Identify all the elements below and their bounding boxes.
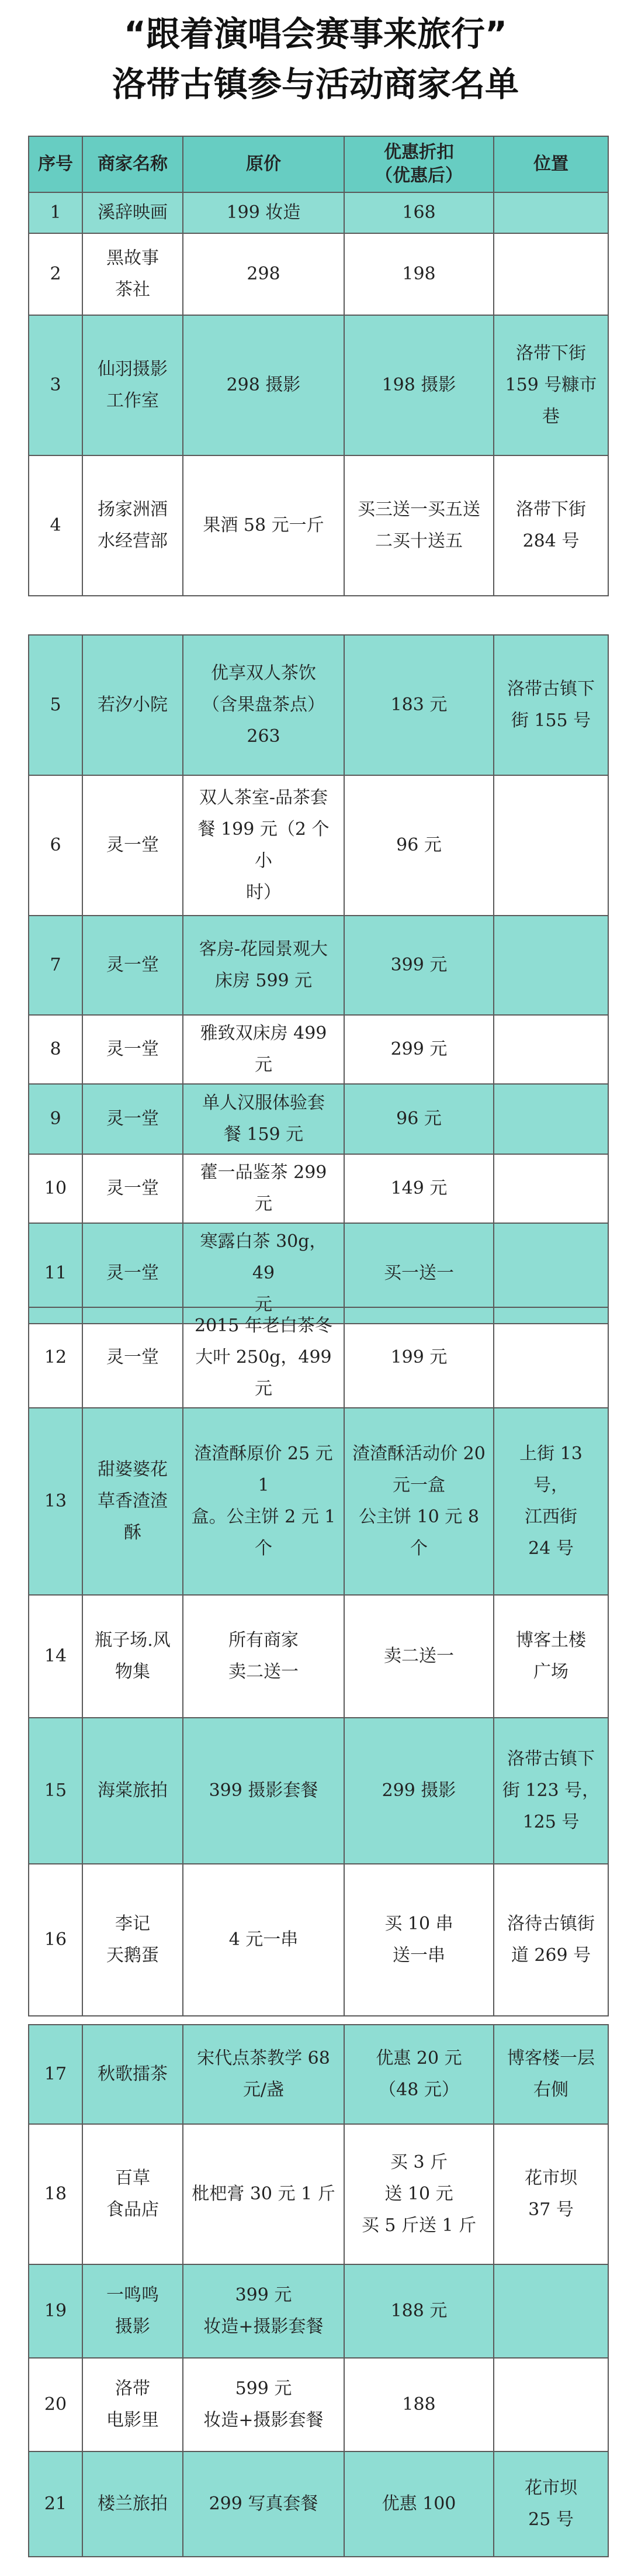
cell-discount: 183 元 (344, 635, 494, 775)
cell-price: 599 元 妆造+摄影套餐 (183, 2358, 344, 2451)
cell-no: 3 (29, 315, 82, 455)
cell-name: 灵一堂 (82, 1223, 183, 1324)
cell-name: 百草 食品店 (82, 2124, 183, 2264)
cell-discount: 299 摄影 (344, 1718, 494, 1864)
cell-price: 藿一品鉴茶 299 元 (183, 1154, 344, 1223)
cell-no: 10 (29, 1154, 82, 1223)
cell-location (494, 2264, 608, 2358)
cell-discount: 买 10 串 送一串 (344, 1864, 494, 2016)
cell-price: 雅致双床房 499 元 (183, 1015, 344, 1084)
cell-name: 灵一堂 (82, 1015, 183, 1084)
table-row (29, 1595, 608, 1718)
cell-name: 一鸣鸣 摄影 (82, 2264, 183, 2358)
cell-price: 4 元一串 (183, 1864, 344, 2016)
cell-price: 宋代点茶教学 68 元/盏 (183, 2025, 344, 2124)
cell-discount: 149 元 (344, 1154, 494, 1223)
merchant-table-part-1 (28, 136, 609, 596)
table-row (29, 1307, 608, 1408)
table-row (29, 1408, 608, 1595)
table-row (29, 2124, 608, 2264)
table-row (29, 1084, 608, 1154)
cell-location: 上街 13 号， 江西街 24 号 (494, 1408, 608, 1595)
cell-location: 洛带下街 159 号糠市 巷 (494, 315, 608, 455)
cell-discount: 买一送一 (344, 1223, 494, 1324)
cell-no: 21 (29, 2451, 82, 2557)
cell-no: 13 (29, 1408, 82, 1595)
cell-location: 洛带古镇下 街 155 号 (494, 635, 608, 775)
table-row (29, 635, 608, 775)
table-row (29, 233, 608, 315)
cell-no: 20 (29, 2358, 82, 2451)
cell-discount: 渣渣酥活动价 20 元一盒 公主饼 10 元 8 个 (344, 1408, 494, 1595)
cell-price: 所有商家 卖二送一 (183, 1595, 344, 1718)
cell-price: 双人茶室-品茶套 餐 199 元（2 个小 时） (183, 775, 344, 916)
table-row (29, 775, 608, 916)
cell-no: 8 (29, 1015, 82, 1084)
table-row (29, 1015, 608, 1084)
header-name: 商家名称 (82, 136, 183, 192)
header-price: 原价 (183, 136, 344, 192)
cell-price: 单人汉服体验套 餐 159 元 (183, 1084, 344, 1154)
cell-location: 花市坝 25 号 (494, 2451, 608, 2557)
cell-discount: 168 (344, 192, 494, 233)
table-row (29, 2025, 608, 2124)
header-location: 位置 (494, 136, 608, 192)
header-no: 序号 (29, 136, 82, 192)
cell-location (494, 775, 608, 916)
cell-name: 洛带 电影里 (82, 2358, 183, 2451)
table-row (29, 2264, 608, 2358)
cell-price: 299 写真套餐 (183, 2451, 344, 2557)
cell-no: 7 (29, 916, 82, 1015)
table-row (29, 2358, 608, 2451)
cell-price: 枇杷膏 30 元 1 斤 (183, 2124, 344, 2264)
cell-name: 李记 天鹅蛋 (82, 1864, 183, 2016)
table-header-row (29, 136, 608, 192)
cell-no: 11 (29, 1223, 82, 1324)
cell-price: 优享双人茶饮 （含果盘茶点） 263 (183, 635, 344, 775)
cell-discount: 299 元 (344, 1015, 494, 1084)
cell-location (494, 1015, 608, 1084)
cell-name: 灵一堂 (82, 775, 183, 916)
cell-location (494, 2358, 608, 2451)
cell-discount: 优惠 20 元 （48 元） (344, 2025, 494, 2124)
table-row (29, 455, 608, 596)
cell-discount: 198 摄影 (344, 315, 494, 455)
cell-no: 6 (29, 775, 82, 916)
title-line-2: 洛带古镇参与活动商家名单 (112, 64, 519, 104)
merchant-table-part-3 (28, 1307, 609, 2016)
cell-no: 9 (29, 1084, 82, 1154)
cell-name: 若汐小院 (82, 635, 183, 775)
cell-location (494, 916, 608, 1015)
cell-name: 秋歌擂茶 (82, 2025, 183, 2124)
table-row (29, 1718, 608, 1864)
cell-no: 4 (29, 455, 82, 596)
table-row (29, 916, 608, 1015)
cell-no: 18 (29, 2124, 82, 2264)
cell-price: 寒露白茶 30g，49 元 (183, 1223, 344, 1324)
cell-name: 黑故事 茶社 (82, 233, 183, 315)
cell-name: 灵一堂 (82, 1084, 183, 1154)
cell-price: 298 (183, 233, 344, 315)
cell-no: 15 (29, 1718, 82, 1864)
cell-price: 果酒 58 元一斤 (183, 455, 344, 596)
cell-price: 渣渣酥原价 25 元 1 盒。公主饼 2 元 1 个 (183, 1408, 344, 1595)
cell-name: 瓶子场.风 物集 (82, 1595, 183, 1718)
cell-name: 楼兰旅拍 (82, 2451, 183, 2557)
cell-price: 399 摄影套餐 (183, 1718, 344, 1864)
cell-no: 12 (29, 1307, 82, 1408)
cell-no: 17 (29, 2025, 82, 2124)
cell-name: 扬家洲酒 水经营部 (82, 455, 183, 596)
cell-location (494, 1154, 608, 1223)
table-row (29, 1154, 608, 1223)
cell-name: 甜婆婆花 草香渣渣 酥 (82, 1408, 183, 1595)
cell-location: 洛带古镇下 街 123 号， 125 号 (494, 1718, 608, 1864)
cell-discount: 96 元 (344, 1084, 494, 1154)
cell-name: 灵一堂 (82, 1154, 183, 1223)
cell-name: 灵一堂 (82, 916, 183, 1015)
cell-discount: 买三送一买五送 二买十送五 (344, 455, 494, 596)
cell-location: 洛待古镇街 道 269 号 (494, 1864, 608, 2016)
cell-discount: 198 (344, 233, 494, 315)
cell-discount: 399 元 (344, 916, 494, 1015)
cell-location (494, 1084, 608, 1154)
table-row (29, 2451, 608, 2557)
cell-location: 洛带下街 284 号 (494, 455, 608, 596)
cell-name: 仙羽摄影 工作室 (82, 315, 183, 455)
cell-price: 399 元 妆造+摄影套餐 (183, 2264, 344, 2358)
cell-discount: 96 元 (344, 775, 494, 916)
merchant-table-part-4 (28, 2024, 609, 2557)
cell-location: 花市坝 37 号 (494, 2124, 608, 2264)
cell-location (494, 1307, 608, 1408)
cell-price: 298 摄影 (183, 315, 344, 455)
cell-location: 博客土楼 广场 (494, 1595, 608, 1718)
header-discount: 优惠折扣 （优惠后） (344, 136, 494, 192)
cell-name: 海棠旅拍 (82, 1718, 183, 1864)
cell-discount: 188 (344, 2358, 494, 2451)
cell-name: 灵一堂 (82, 1307, 183, 1408)
cell-discount: 买 3 斤 送 10 元 买 5 斤送 1 斤 (344, 2124, 494, 2264)
cell-no: 16 (29, 1864, 82, 2016)
cell-location (494, 192, 608, 233)
cell-price: 199 妆造 (183, 192, 344, 233)
cell-price: 2015 年老白茶冬 大叶 250g，499 元 (183, 1307, 344, 1408)
cell-price: 客房-花园景观大 床房 599 元 (183, 916, 344, 1015)
cell-no: 19 (29, 2264, 82, 2358)
cell-discount: 卖二送一 (344, 1595, 494, 1718)
cell-location (494, 233, 608, 315)
table-row (29, 192, 608, 233)
title-line-1: “跟着演唱会赛事来旅行” (123, 14, 508, 54)
table-row (29, 315, 608, 455)
cell-no: 14 (29, 1595, 82, 1718)
merchant-table-part-2 (28, 634, 609, 1324)
cell-no: 1 (29, 192, 82, 233)
cell-no: 2 (29, 233, 82, 315)
cell-location: 博客楼一层 右侧 (494, 2025, 608, 2124)
cell-discount: 188 元 (344, 2264, 494, 2358)
cell-name: 溪辞映画 (82, 192, 183, 233)
cell-discount: 199 元 (344, 1307, 494, 1408)
cell-no: 5 (29, 635, 82, 775)
table-row (29, 1864, 608, 2016)
cell-discount: 优惠 100 (344, 2451, 494, 2557)
